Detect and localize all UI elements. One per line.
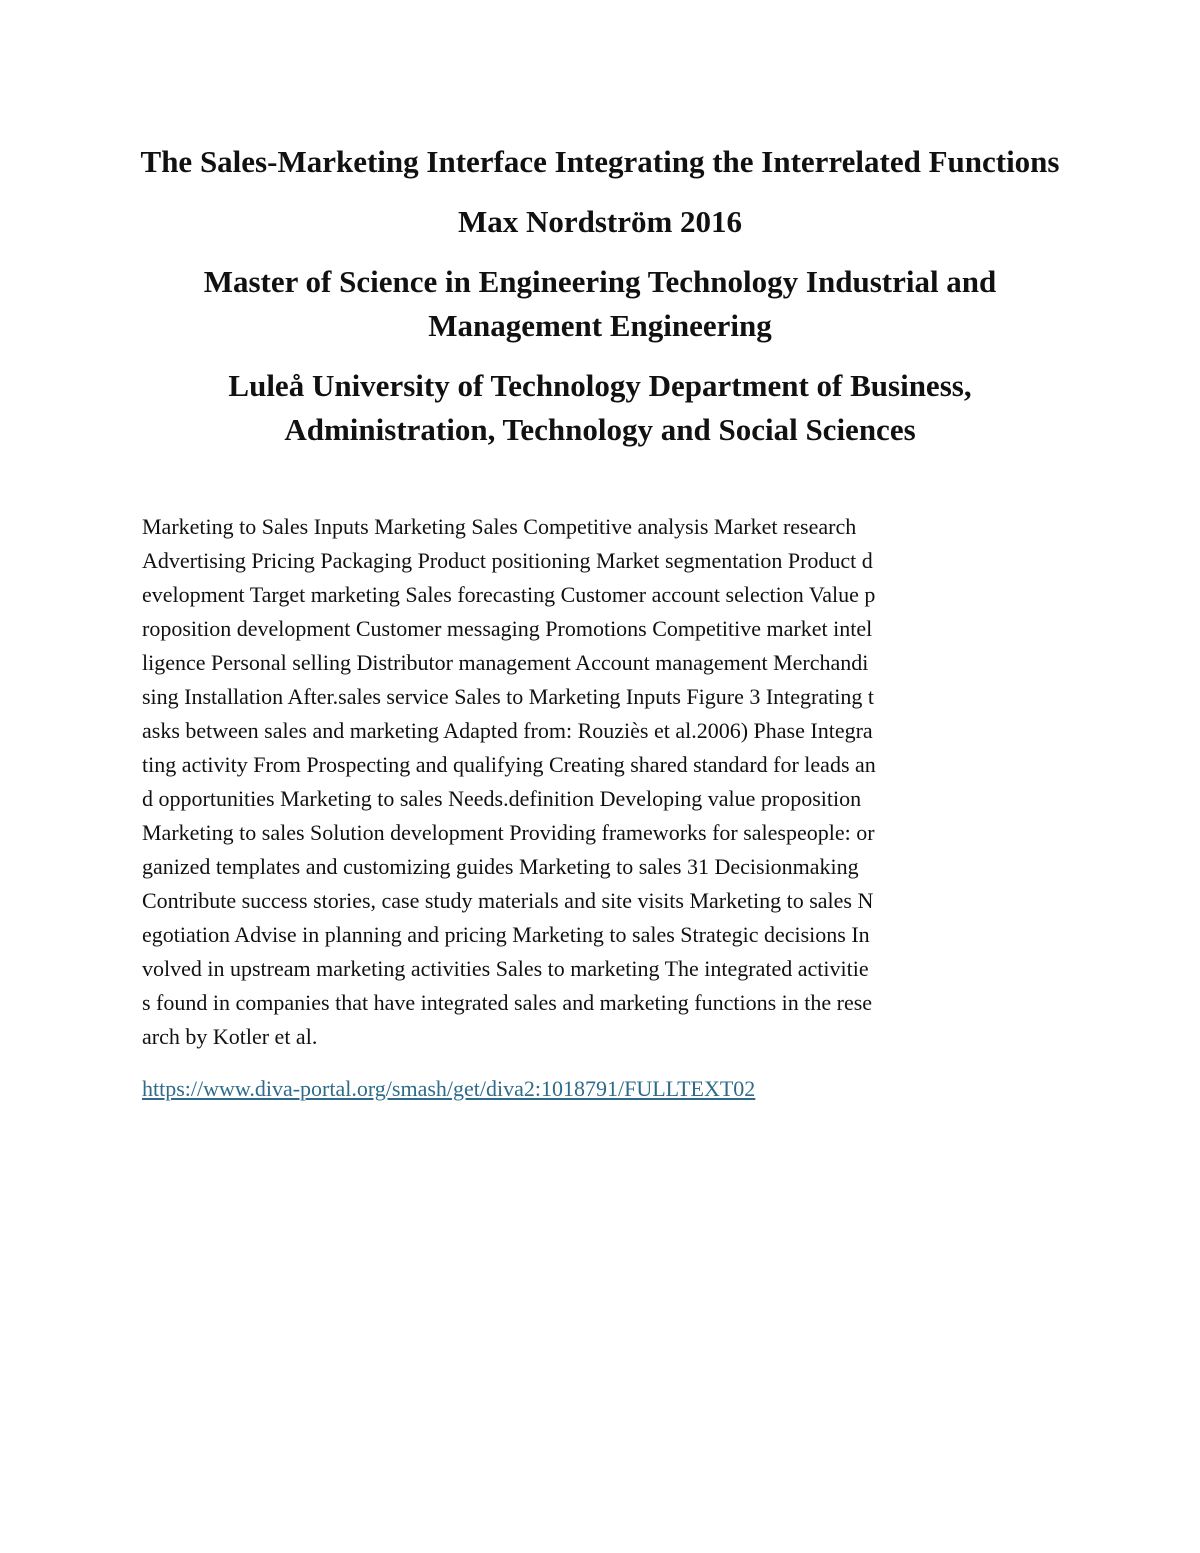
body-line: d opportunities Marketing to sales Needs.definition Developing value proposition: [142, 786, 862, 811]
institution: Luleå University of Technology Department of Business, Administration, Technology and Social Sciences: [228, 368, 972, 447]
body-line: Advertising Pricing Packaging Product positioning Market segmentation Product d: [142, 548, 873, 573]
header-block: [120, 140, 1080, 452]
body-line: ganized templates and customizing guides Marketing to sales 31 Decisionmaking: [142, 854, 859, 879]
body-line: Marketing to Sales Inputs Marketing Sales Competitive analysis Market research: [142, 514, 857, 539]
source-link[interactable]: https://www.diva-portal.org/smash/get/diva2:1018791/FULLTEXT02: [142, 1076, 756, 1101]
source-link-container: [142, 1072, 1062, 1106]
body-paragraph: [142, 510, 1062, 1054]
degree-program: Master of Science in Engineering Technology Industrial and Management Engineering: [203, 264, 997, 343]
document-title: The Sales-Marketing Interface Integrating the Interrelated Functions: [140, 144, 1060, 179]
author-year: Max Nordström 2016: [457, 204, 743, 239]
body-line: ligence Personal selling Distributor management Account management Merchandi: [142, 650, 869, 675]
body-line: s found in companies that have integrated sales and marketing functions in the rese: [142, 990, 873, 1015]
body-line: egotiation Advise in planning and pricing Marketing to sales Strategic decisions In: [142, 922, 870, 947]
body-line: sing Installation After.sales service Sales to Marketing Inputs Figure 3 Integrating t: [142, 684, 874, 709]
body-line: Contribute success stories, case study materials and site visits Marketing to sales N: [142, 888, 874, 913]
body-line: Marketing to sales Solution development Providing frameworks for salespeople: or: [142, 820, 875, 845]
body-line: ting activity From Prospecting and qualifying Creating shared standard for leads an: [142, 752, 876, 777]
body-line: arch by Kotler et al.: [142, 1024, 318, 1049]
body-line: asks between sales and marketing Adapted from: Rouziès et al.2006) Phase Integra: [142, 718, 873, 743]
body-line: roposition development Customer messaging Promotions Competitive market intel: [142, 616, 873, 641]
body-line: evelopment Target marketing Sales forecasting Customer account selection Value p: [142, 582, 876, 607]
body-line: volved in upstream marketing activities Sales to marketing The integrated activitie: [142, 956, 869, 981]
